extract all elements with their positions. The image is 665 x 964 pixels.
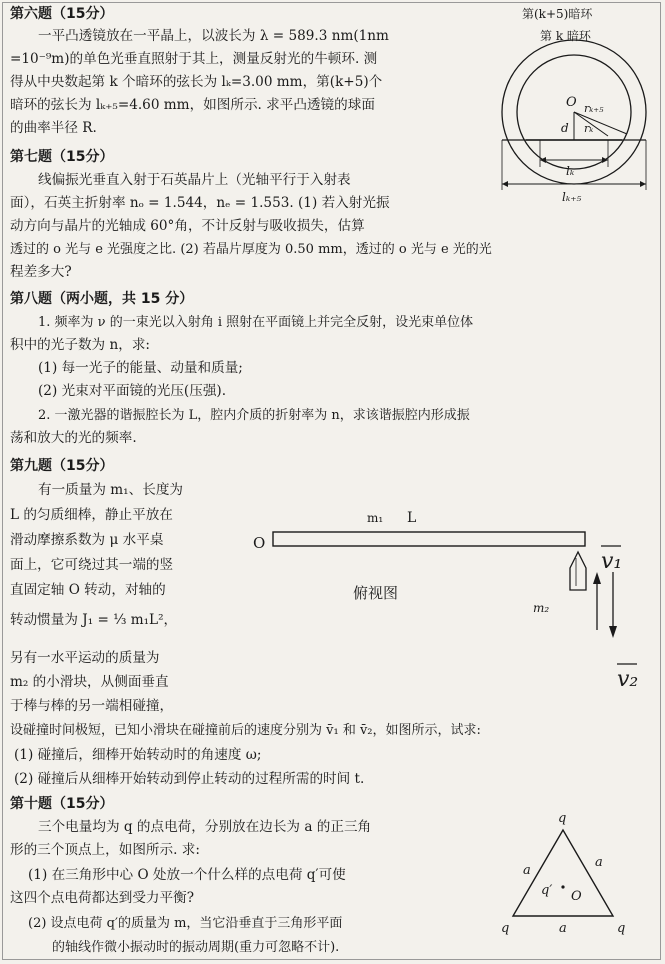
label-lk5: lₖ₊₅ xyxy=(562,190,582,204)
side-left-a: a xyxy=(523,863,531,878)
q7-line-3: 动方向与晶片的光轴成 60°角，不计反射与吸收损失，估算 xyxy=(10,218,365,234)
q9-full-2: (1) 碰撞后，细棒开始转动时的角速度 ω; xyxy=(14,747,262,763)
side-right-a: a xyxy=(595,855,603,870)
side-bottom-a: a xyxy=(559,921,567,936)
q6-line-4: 暗环的弦长为 lₖ₊₅=4.60 mm，如图所示. 求平凸透镜的球面 xyxy=(10,97,375,113)
q9-left-9: 于棒与棒的另一端相碰撞， xyxy=(10,698,174,714)
label-q-prime: q′ xyxy=(541,883,553,898)
q6-title: 第六题（15分） xyxy=(10,6,114,22)
q7-title: 第七题（15分） xyxy=(10,149,114,165)
q10-line-2: 形的三个顶点上，如图所示. 求: xyxy=(10,842,200,858)
center-O: O xyxy=(566,95,577,110)
charge-top: q xyxy=(558,811,567,826)
q8-line-1: 1. 频率为 ν 的一束光以入射角 i 照射在平面镜上并完全反射，设光束单位体 xyxy=(38,315,474,330)
q10-line-1: 三个电量均为 q 的点电荷，分别放在边长为 a 的正三角 xyxy=(38,819,372,835)
q10-line-3: (1) 在三角形中心 O 处放一个什么样的点电荷 q′可使 xyxy=(28,867,346,883)
label-lk: lₖ xyxy=(566,164,575,178)
pivot-O: O xyxy=(253,534,266,552)
q10-title: 第十题（15分） xyxy=(10,796,114,812)
q7-line-4: 透过的 o 光与 e 光强度之比. (2) 若晶片厚度为 0.50 mm，透过的 o 光与 e 光的光 xyxy=(10,242,492,257)
label-m2: m₂ xyxy=(533,601,550,615)
label-v2: v₂ xyxy=(617,667,639,692)
triangle-charges-figure xyxy=(495,808,645,936)
q9-full-3: (2) 碰撞后从细棒开始转动到停止转动的过程所需的时间 t. xyxy=(14,771,365,787)
label-r-k5: rₖ₊₅ xyxy=(584,102,604,115)
q9-left-1: 有一质量为 m₁、长度为 xyxy=(38,482,184,498)
q6-line-5: 的曲率半径 R. xyxy=(10,120,97,136)
center-point xyxy=(561,885,564,888)
label-center-O: O xyxy=(571,889,582,904)
q9-left-4: 面上，它可绕过其一端的竖 xyxy=(10,557,174,573)
q8-line-4: (2) 光束对平面镜的光压(压强). xyxy=(38,383,227,399)
newton-rings-figure xyxy=(488,2,660,207)
q10-line-4: 这四个点电荷都达到受力平衡? xyxy=(10,890,195,906)
q9-left-3: 滑动摩擦系数为 μ 水平桌 xyxy=(10,532,164,548)
charge-left: q xyxy=(501,921,510,936)
q9-left-7: 另有一水平运动的质量为 xyxy=(10,650,160,666)
rod xyxy=(273,532,585,546)
q9-left-2: L 的匀质细棒，静止平放在 xyxy=(10,507,173,523)
label-r-k: rₖ xyxy=(584,122,594,135)
q8-title: 第八题（两小题，共 15 分） xyxy=(10,291,194,307)
label-d: d xyxy=(561,121,569,135)
q9-left-6: 转动惯量为 J₁ = ⅓ m₁L²， xyxy=(10,612,178,628)
q7-line-1: 线偏振光垂直入射于石英晶片上（光轴平行于入射表 xyxy=(38,172,351,188)
q6-line-2: =10⁻⁹m)的单色光垂直照射于其上，测量反射光的牛顿环. 测 xyxy=(10,51,378,67)
q6-line-3: 得从中央数起第 k 个暗环的弦长为 lₖ=3.00 mm，第(k+5)个 xyxy=(10,74,383,90)
q9-left-8: m₂ 的小滑块，从侧面垂直 xyxy=(10,674,169,690)
label-L: L xyxy=(407,510,417,526)
q8-line-3: (1) 每一光子的能量、动量和质量; xyxy=(38,360,243,376)
q10-line-6: 的轴线作微小振动时的振动周期(重力可忽略不计). xyxy=(52,940,340,955)
q8-line-5: 2. 一激光器的谐振腔长为 L，腔内介质的折射率为 n，求该谐振腔内形成振 xyxy=(38,408,470,423)
q7-line-5: 程差多大? xyxy=(10,264,72,280)
rod-collision-figure xyxy=(245,490,660,705)
slider-block xyxy=(570,552,586,590)
label-m1: m₁ xyxy=(367,511,384,525)
q8-line-2: 积中的光子数为 n，求: xyxy=(10,337,150,353)
q8-line-6: 荡和放大的光的频率. xyxy=(10,430,137,446)
q9-left-5: 直固定轴 O 转动，对轴的 xyxy=(10,582,166,598)
q7-line-2: 面），石英主折射率 nₒ = 1.544，nₑ = 1.553. (1) 若入射光振 xyxy=(10,195,390,211)
label-v1: v₁ xyxy=(601,549,623,574)
q9-full-1: 设碰撞时间极短，已知小滑块在碰撞前后的速度分别为 v̄₁ 和 v̄₂，如图所示，试求: xyxy=(10,723,481,738)
caption-top-view: 俯视图 xyxy=(353,584,399,602)
q6-line-1: 一平凸透镜放在一平晶上，以波长为 λ = 589.3 nm(1nm xyxy=(38,28,389,44)
q10-line-5: (2) 设点电荷 q′的质量为 m，当它沿垂直于三角形平面 xyxy=(28,916,343,931)
label-outer-ring: 第(k+5)暗环 xyxy=(522,7,593,21)
label-inner-ring: 第 k 暗环 xyxy=(540,29,591,43)
charge-right: q xyxy=(617,921,626,936)
q9-title: 第九题（15分） xyxy=(10,458,114,474)
